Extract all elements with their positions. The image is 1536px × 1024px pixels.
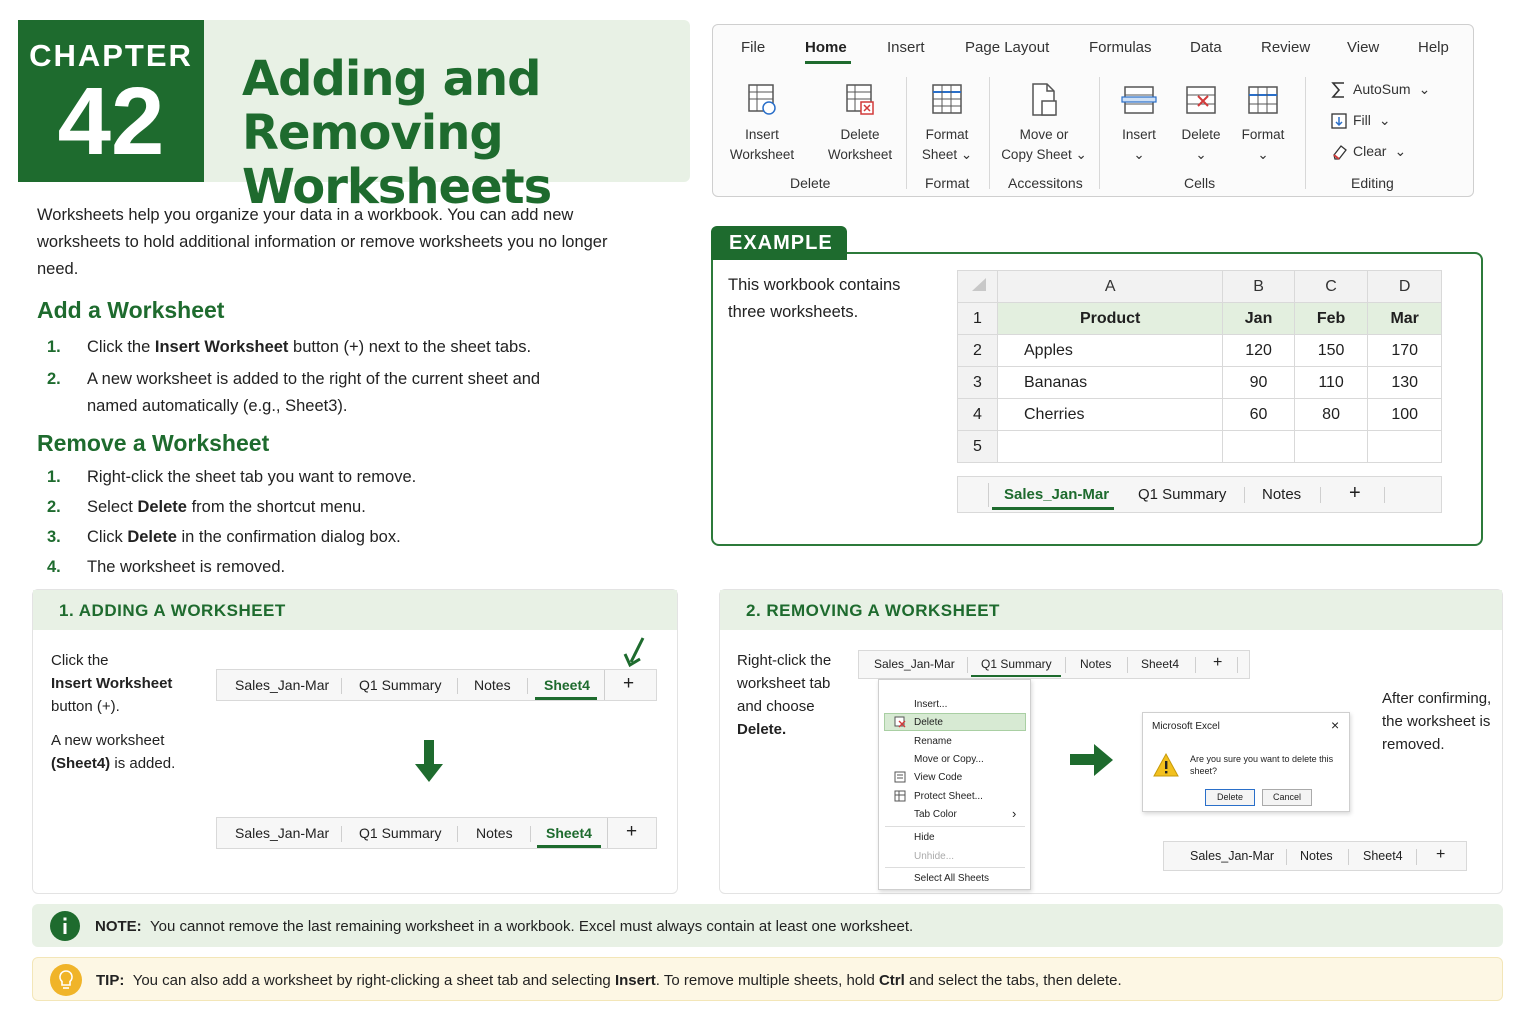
step-text: Right-click the sheet tab you want to remove.: [87, 468, 417, 486]
removing-panel: [719, 589, 1503, 894]
step-number: 3.: [47, 528, 61, 546]
sheet-tab-notes[interactable]: Notes: [1300, 849, 1333, 863]
autosum-label: AutoSum: [1353, 81, 1411, 97]
row-number[interactable]: 5: [958, 431, 998, 463]
format-cells-button[interactable]: [1218, 81, 1308, 165]
tab-separator: [1244, 487, 1245, 503]
cell[interactable]: 120: [1223, 335, 1294, 367]
tab-separator: [1348, 849, 1349, 865]
sheet-tab-sheet4[interactable]: Sheet4: [544, 677, 590, 693]
ribbon-separator: [1305, 77, 1306, 189]
tab-separator: [341, 826, 342, 842]
sigma-icon: [1331, 81, 1347, 99]
sheet-tab-notes[interactable]: Notes: [1262, 486, 1302, 503]
text-line-bold: Delete.: [737, 721, 787, 738]
sheet-tab-notes[interactable]: Notes: [476, 825, 513, 841]
tab-view[interactable]: View: [1347, 39, 1380, 56]
insert-worksheet-button[interactable]: [717, 81, 807, 165]
column-header-b[interactable]: B: [1223, 271, 1294, 303]
move-copy-sheet-button[interactable]: [999, 81, 1089, 165]
step-text: The worksheet is removed.: [87, 558, 286, 576]
tab-separator: [1416, 849, 1417, 865]
select-all-corner[interactable]: [958, 271, 998, 303]
sheet-tab-sheet4[interactable]: Sheet4: [1363, 849, 1403, 863]
insert-cells-icon: [1122, 81, 1156, 119]
cell[interactable]: [1368, 431, 1442, 463]
sheet-tab-sales[interactable]: Sales_Jan-Mar: [1004, 486, 1110, 503]
fill-icon: [1331, 112, 1347, 130]
format-sheet-label-2: Sheet ⌄: [921, 147, 973, 162]
corner-triangle-icon: [968, 276, 988, 292]
step-number: 4.: [47, 558, 61, 576]
tab-insert[interactable]: Insert: [887, 39, 925, 56]
group-label-editing: Editing: [1351, 175, 1394, 191]
submenu-arrow-icon: ›: [1012, 806, 1017, 821]
step-text: Click the: [87, 338, 155, 356]
cell[interactable]: 100: [1368, 399, 1442, 431]
text-line-bold: Insert Worksheet: [51, 675, 173, 692]
active-tab-indicator: [805, 61, 851, 64]
tab-separator: [1065, 657, 1066, 673]
adding-panel-heading: 1. ADDING A WORKSHEET: [33, 590, 677, 630]
insert-worksheet-label-2: Worksheet: [729, 147, 795, 162]
menu-item-hide[interactable]: Hide: [914, 832, 935, 843]
view-code-icon: [894, 771, 906, 783]
menu-item-select-all[interactable]: Select All Sheets: [914, 873, 990, 884]
active-sheet-underline: [992, 507, 1114, 510]
chapter-title: [242, 52, 682, 214]
tab-separator: [1127, 657, 1128, 673]
menu-item-rename[interactable]: Rename: [914, 736, 952, 747]
tab-separator: [341, 678, 342, 694]
insert-chevron-icon: ⌄: [1133, 147, 1145, 162]
new-sheet-button[interactable]: +: [626, 821, 638, 842]
step-text-bold: Insert Worksheet: [154, 338, 289, 356]
clear-chevron-icon: ⌄: [1394, 143, 1407, 159]
delete-cells-icon: [1184, 81, 1218, 119]
active-sheet-underline: [535, 697, 597, 700]
tab-help[interactable]: Help: [1418, 39, 1449, 56]
step-number: 2.: [47, 370, 61, 388]
dialog-message: Are you sure you want to delete this sheet?: [1190, 754, 1334, 776]
group-label-accessitons: Accessitons: [1008, 175, 1083, 191]
tip-label: TIP:: [96, 972, 125, 989]
dialog-close-button[interactable]: ×: [1331, 717, 1340, 733]
menu-item-insert[interactable]: Insert...: [914, 699, 948, 710]
tab-separator: [1195, 657, 1196, 673]
table-row: [958, 335, 1442, 367]
example-text: This workbook contains three worksheets.: [728, 276, 901, 321]
step-text: A new worksheet is added to the right of the current sheet and named automatically (e.g., Sheet3).: [87, 370, 541, 415]
context-menu: [878, 679, 1031, 890]
step-text: from the shortcut menu.: [186, 498, 366, 516]
sheet-tab-notes[interactable]: Notes: [474, 677, 511, 693]
sheet-tab-q1-summary[interactable]: Q1 Summary: [359, 677, 442, 693]
format-sheet-label-1: Format: [925, 127, 969, 142]
tab-review[interactable]: Review: [1261, 39, 1311, 56]
text-line: A new worksheet: [51, 732, 165, 749]
cell[interactable]: 170: [1368, 335, 1442, 367]
chapter-word: CHAPTER: [29, 38, 193, 73]
insert-worksheet-icon: [745, 81, 779, 119]
remove-step-1: [47, 464, 647, 492]
column-header-d[interactable]: D: [1368, 271, 1442, 303]
cell[interactable]: 60: [1223, 399, 1294, 431]
autosum-chevron-icon: ⌄: [1418, 81, 1431, 97]
chapter-title-line2: Removing Worksheets: [242, 105, 552, 215]
tab-separator: [1384, 487, 1385, 503]
text-line-bold: (Sheet4): [51, 755, 111, 772]
fill-chevron-icon: ⌄: [1378, 112, 1391, 128]
delete-worksheet-button[interactable]: [815, 81, 905, 165]
tip-bold: Insert: [614, 972, 656, 989]
ribbon-separator: [989, 77, 990, 189]
text-line: is added.: [110, 755, 176, 772]
column-header-row: [958, 271, 1442, 303]
removing-panel-heading: 2. REMOVING A WORKSHEET: [720, 590, 1502, 630]
step-number: 1.: [47, 468, 61, 486]
delete-worksheet-label-2: Worksheet: [827, 147, 893, 162]
tab-file[interactable]: File: [741, 39, 766, 56]
sheet-tab-sales[interactable]: Sales_Jan-Mar: [1190, 849, 1275, 863]
sheet-tab-sales[interactable]: Sales_Jan-Mar: [874, 657, 955, 671]
tab-page-layout[interactable]: Page Layout: [965, 39, 1050, 56]
move-copy-label-1: Move or: [1019, 127, 1069, 142]
format-chevron-icon: ⌄: [1257, 147, 1269, 162]
sheet-tab-sheet4[interactable]: Sheet4: [1141, 657, 1180, 671]
remove-step-2: [47, 494, 647, 522]
cell[interactable]: 90: [1223, 367, 1294, 399]
cell[interactable]: 150: [1294, 335, 1368, 367]
delete-cells-label: Delete: [1181, 127, 1221, 142]
new-sheet-button[interactable]: +: [1349, 482, 1361, 504]
step-number: 2.: [47, 498, 61, 516]
sheet-tabs-before: [216, 669, 657, 701]
menu-item-tab-color[interactable]: Tab Color: [914, 809, 957, 820]
tab-formulas[interactable]: Formulas: [1089, 39, 1152, 56]
adding-panel-text-2: [51, 729, 221, 775]
cell[interactable]: [1294, 431, 1368, 463]
delete-chevron-icon: ⌄: [1195, 147, 1207, 162]
tab-separator: [527, 678, 528, 694]
text-line: button (+).: [51, 698, 120, 715]
cell[interactable]: Bananas: [998, 367, 1223, 399]
cell[interactable]: Cherries: [998, 399, 1223, 431]
row-number[interactable]: 4: [958, 399, 998, 431]
chapter-title-line1: Adding and: [242, 51, 541, 107]
delete-worksheet-label-1: Delete: [840, 127, 880, 142]
insert-worksheet-label-1: Insert: [745, 127, 779, 142]
info-icon: [50, 911, 80, 941]
pointer-arrow-icon: [621, 635, 649, 669]
sheet-tab-sales[interactable]: Sales_Jan-Mar: [235, 825, 330, 841]
intro-paragraph: Worksheets help you organize your data in a workbook. You can add new worksheets to hold additional information or remove worksheets you no longer need.: [37, 206, 608, 278]
text-line: Click the: [51, 652, 109, 669]
format-cells-icon: [1246, 81, 1280, 119]
confirm-dialog: [1142, 712, 1350, 812]
step-text: button (+) next to the sheet tabs.: [288, 338, 532, 356]
group-label-delete: Delete: [790, 175, 831, 191]
remove-step-4: [47, 554, 647, 582]
tab-home[interactable]: Home: [805, 39, 847, 56]
group-label-format: Format: [925, 175, 970, 191]
add-worksheet-heading: Add a Worksheet: [37, 297, 225, 323]
tab-separator: [1237, 657, 1238, 673]
down-arrow-icon: [413, 740, 445, 784]
note-box: [32, 904, 1503, 947]
ribbon: [712, 24, 1474, 197]
tip-text: You can also add a worksheet by right-clicking a sheet tab and selecting: [132, 972, 615, 989]
cell[interactable]: Jan: [1223, 303, 1294, 335]
tab-separator: [1320, 487, 1321, 503]
cell[interactable]: Product: [998, 303, 1223, 335]
autosum-button[interactable]: [1331, 81, 1430, 99]
remove-step-3: [47, 524, 647, 552]
cell[interactable]: Feb: [1294, 303, 1368, 335]
tab-separator: [607, 818, 608, 848]
example-spreadsheet: [957, 270, 1442, 463]
adding-panel: [32, 589, 678, 894]
move-copy-icon: [1027, 81, 1061, 119]
clear-button[interactable]: [1331, 143, 1406, 161]
note-text: You cannot remove the last remaining worksheet in a workbook. Excel must always contain at least one worksheet.: [150, 918, 914, 935]
row-number[interactable]: 1: [958, 303, 998, 335]
warning-icon: [1153, 753, 1179, 777]
cell[interactable]: 130: [1368, 367, 1442, 399]
step-text: Select: [87, 498, 138, 516]
menu-divider: [885, 826, 1025, 827]
removing-panel-text: [737, 649, 849, 741]
protect-sheet-icon: [894, 790, 906, 802]
table-row: [958, 431, 1442, 463]
example-sheet-tabs: [957, 476, 1442, 513]
add-step-1: [47, 334, 647, 364]
new-sheet-button[interactable]: +: [1436, 846, 1446, 863]
tip-text: . To remove multiple sheets, hold: [655, 972, 879, 989]
dialog-cancel-button[interactable]: Cancel: [1262, 789, 1312, 806]
step-text-bold: Delete: [127, 528, 177, 546]
tip-bold: Ctrl: [878, 972, 905, 989]
sheet-tab-q1-summary[interactable]: Q1 Summary: [1138, 486, 1227, 503]
cell[interactable]: [1223, 431, 1294, 463]
adding-panel-text-1: [51, 649, 221, 718]
delete-sheet-icon: [894, 716, 906, 728]
delete-worksheet-icon: [843, 81, 877, 119]
eraser-icon: [1331, 143, 1347, 161]
tip-box: [32, 957, 1503, 1001]
tab-separator: [457, 826, 458, 842]
menu-item-view-code[interactable]: View Code: [914, 772, 963, 783]
example-label: EXAMPLE: [711, 226, 847, 260]
chapter-badge: [18, 20, 204, 182]
menu-item-move-copy[interactable]: Move or Copy...: [914, 754, 984, 765]
step-number: 1.: [47, 338, 61, 356]
active-sheet-underline: [971, 675, 1061, 677]
cell[interactable]: 110: [1294, 367, 1368, 399]
new-sheet-button[interactable]: +: [623, 673, 635, 694]
menu-item-protect-sheet[interactable]: Protect Sheet...: [914, 791, 983, 802]
sheet-tab-sales[interactable]: Sales_Jan-Mar: [235, 677, 330, 693]
cell[interactable]: Mar: [1368, 303, 1442, 335]
row-number[interactable]: 2: [958, 335, 998, 367]
sheet-tabs-context: [858, 650, 1250, 679]
cell[interactable]: [998, 431, 1223, 463]
active-sheet-underline: [537, 845, 601, 848]
tab-separator: [967, 657, 968, 673]
table-row: [958, 367, 1442, 399]
sheet-tabs-removed: [1163, 841, 1467, 871]
new-sheet-button[interactable]: +: [1213, 654, 1223, 671]
remove-worksheet-heading: Remove a Worksheet: [37, 430, 270, 456]
sheet-tab-notes[interactable]: Notes: [1080, 657, 1112, 671]
column-header-a[interactable]: A: [998, 271, 1223, 303]
format-sheet-button[interactable]: [902, 81, 992, 165]
step-text-bold: Delete: [137, 498, 187, 516]
tab-separator: [988, 483, 989, 507]
tab-data[interactable]: Data: [1190, 39, 1222, 56]
fill-button[interactable]: [1331, 112, 1391, 130]
row-number[interactable]: 3: [958, 367, 998, 399]
sheet-tabs-after: [216, 817, 657, 849]
chapter-number: 42: [57, 68, 165, 175]
lightbulb-icon: [50, 964, 82, 996]
tip-text: and select the tabs, then delete.: [904, 972, 1122, 989]
move-copy-label-2: Copy Sheet ⌄: [1001, 147, 1087, 162]
menu-divider: [885, 867, 1025, 868]
table-row: [958, 399, 1442, 431]
right-arrow-icon: [1070, 742, 1114, 778]
text-line: Right-click the worksheet tab and choose: [737, 652, 832, 715]
tab-separator: [530, 826, 531, 842]
cell[interactable]: Apples: [998, 335, 1223, 367]
note-label: NOTE:: [95, 918, 142, 935]
clear-label: Clear: [1353, 143, 1387, 159]
dialog-title: Microsoft Excel: [1152, 721, 1220, 732]
table-row: [958, 303, 1442, 335]
after-text: After confirming, the worksheet is removed.: [1382, 690, 1492, 753]
sheet-tab-sheet4[interactable]: Sheet4: [546, 825, 592, 841]
cell[interactable]: 80: [1294, 399, 1368, 431]
add-step-2: [47, 366, 647, 422]
fill-label: Fill: [1353, 112, 1371, 128]
menu-item-delete[interactable]: Delete: [914, 717, 943, 728]
dialog-delete-button[interactable]: Delete: [1205, 789, 1255, 806]
chapter-header: [18, 20, 690, 215]
sheet-tab-q1-summary[interactable]: Q1 Summary: [359, 825, 442, 841]
insert-cells-label: Insert: [1122, 127, 1156, 142]
tab-separator: [1286, 849, 1287, 865]
step-text: in the confirmation dialog box.: [176, 528, 401, 546]
sheet-tab-q1-summary[interactable]: Q1 Summary: [981, 657, 1052, 671]
column-header-c[interactable]: C: [1294, 271, 1368, 303]
tab-separator: [457, 678, 458, 694]
step-text: Click: [87, 528, 128, 546]
menu-item-unhide: Unhide...: [914, 851, 955, 862]
format-cells-label: Format: [1241, 127, 1285, 142]
group-label-cells: Cells: [1184, 175, 1216, 191]
format-sheet-icon: [930, 81, 964, 119]
tab-separator: [604, 670, 605, 700]
